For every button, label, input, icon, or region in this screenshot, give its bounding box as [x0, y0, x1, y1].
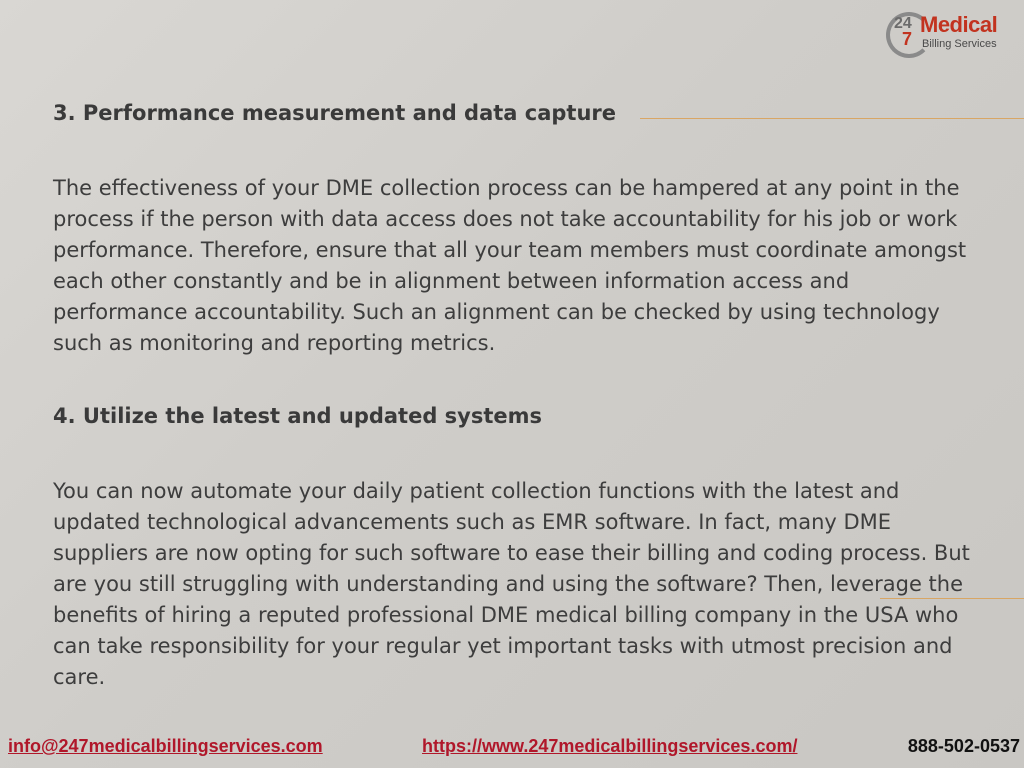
- logo-number-24: 24: [894, 15, 912, 32]
- section-3-body: The effectiveness of your DME collection process can be hampered at any point in the process if the person with data access does not take accountability for his job or work performance. Therefore, ensure that all your team members must coordinate amongst each other constantly and be in alignment between information access and performance accountability. Such an alignment can be checked by using technology such as monitoring and reporting metrics.: [53, 176, 967, 355]
- section-4-body: You can now automate your daily patient collection functions with the latest and updated technological advancements such as EMR software. In fact, many DME suppliers are now opting for such software to ease their billing and coding process. But are you still struggling with understanding and using the software? Then, leverage the benefits of hiring a reputed professional DME medical billing company in the USA who can take responsibility for your regular yet important tasks with utmost precision and care.: [53, 479, 970, 689]
- footer: [0, 736, 1024, 762]
- logo-brand-name: Medical: [920, 12, 998, 37]
- section-4-heading: 4. Utilize the latest and updated systems: [53, 404, 543, 428]
- footer-phone-number: 888-502-0537: [907, 736, 1020, 756]
- footer-email-link[interactable]: info@247medicalbillingservices.com: [8, 736, 323, 756]
- logo-tagline: Billing Services: [922, 38, 997, 50]
- footer-website-link[interactable]: https://www.247medicalbillingservices.com/: [422, 736, 798, 756]
- section-3-heading: 3. Performance measurement and data capture: [53, 101, 617, 125]
- company-logo: [886, 10, 1012, 62]
- logo-number-7: 7: [902, 29, 913, 49]
- slide-content: [53, 98, 983, 693]
